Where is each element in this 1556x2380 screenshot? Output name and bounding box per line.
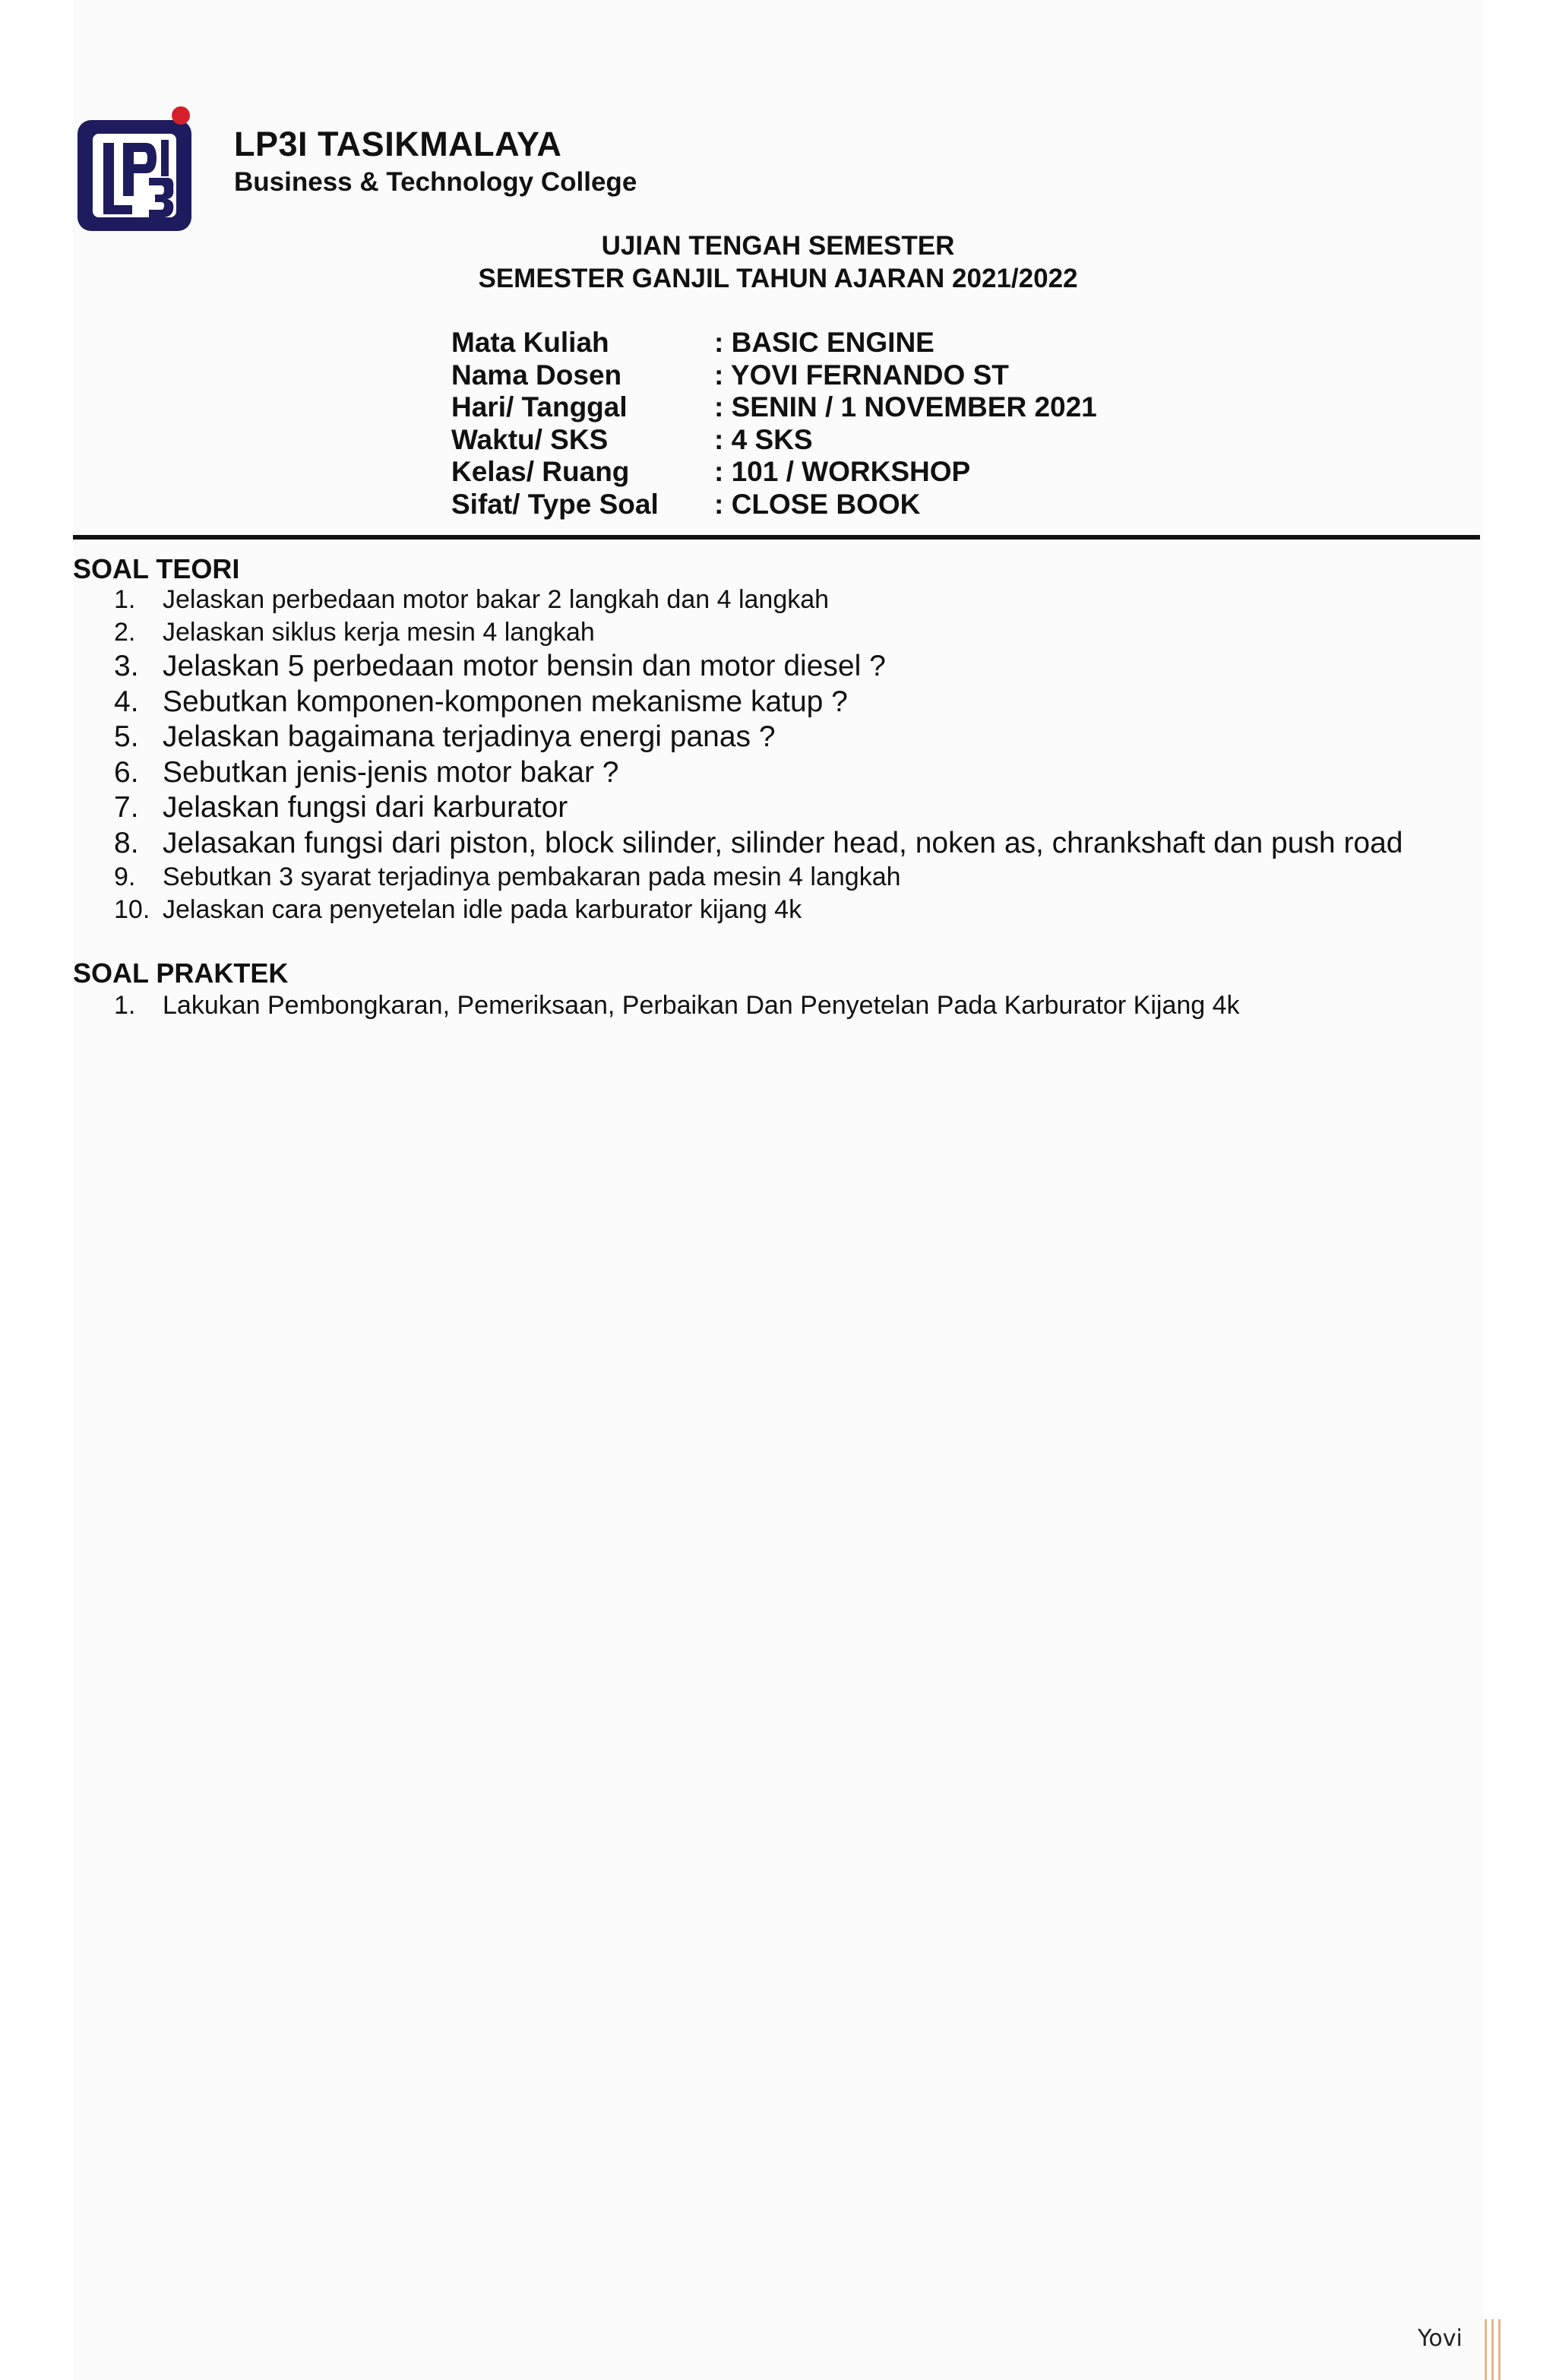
list-item [0, 755, 1556, 791]
semester-title: SEMESTER GANJIL TAHUN AJARAN 2021/2022 [478, 264, 1078, 293]
exam-info-value: : YOVI FERNANDO ST [714, 359, 1009, 391]
question-text: Sebutkan jenis-jenis motor bakar ? [163, 755, 619, 789]
exam-info-label: Waktu/ SKS [451, 423, 609, 455]
question-text: Sebutkan komponen-komponen mekanisme katup ? [163, 685, 848, 718]
exam-info-value: : 101 / WORKSHOP [714, 456, 971, 487]
theory-question-list [0, 584, 1556, 926]
institution-name: LP3I TASIKMALAYA [234, 125, 562, 163]
list-item [0, 685, 1556, 720]
question-text: Jelaskan siklus kerja mesin 4 langkah [163, 618, 595, 647]
exam-info-row [451, 456, 1097, 489]
institution-tagline: Business & Technology College [234, 167, 637, 197]
header-divider [73, 535, 1480, 540]
exam-info-label: Sifat/ Type Soal [451, 488, 659, 520]
exam-info-row [451, 424, 1097, 457]
exam-info-value: : BASIC ENGINE [714, 327, 935, 358]
exam-info-row [451, 391, 1097, 424]
question-number: 5. [114, 720, 139, 753]
practice-question-list [0, 989, 1556, 1022]
question-number: 2. [114, 618, 136, 647]
list-item [0, 790, 1556, 826]
list-item [0, 584, 1556, 616]
list-item [0, 826, 1556, 862]
lp3i-logo [76, 105, 198, 234]
exam-info [451, 327, 1097, 521]
footer-author: Yovi [1418, 2325, 1463, 2352]
question-text: Lakukan Pembongkaran, Pemeriksaan, Perbaikan Dan Penyetelan Pada Karburator Kijang 4k [163, 991, 1240, 1020]
theory-heading: SOAL TEORI [73, 553, 240, 584]
exam-info-label: Nama Dosen [451, 359, 622, 391]
question-text: Jelaskan cara penyetelan idle pada karburator kijang 4k [163, 895, 802, 924]
list-item [0, 894, 1556, 926]
list-item [0, 989, 1556, 1022]
exam-info-label: Mata Kuliah [451, 327, 609, 358]
question-text: Jelaskan 5 perbedaan motor bensin dan motor diesel ? [163, 650, 886, 682]
exam-info-row [451, 327, 1097, 359]
question-number: 6. [114, 755, 139, 789]
exam-info-row [451, 489, 1097, 521]
exam-info-label: Hari/ Tanggal [451, 391, 628, 423]
question-number: 7. [114, 791, 139, 824]
list-item [0, 861, 1556, 894]
question-number: 3. [114, 650, 139, 682]
list-item [0, 649, 1556, 685]
question-number: 9. [114, 862, 136, 891]
question-text: Sebutkan 3 syarat terjadinya pembakaran pada mesin 4 langkah [163, 862, 901, 891]
exam-info-value: : 4 SKS [714, 423, 813, 455]
question-text: Jelaskan bagaimana terjadinya energi panas ? [163, 720, 776, 753]
question-number: 1. [114, 991, 136, 1020]
exam-info-label: Kelas/ Ruang [451, 456, 630, 487]
question-number: 1. [114, 585, 136, 614]
question-text: Jelaskan fungsi dari karburator [163, 791, 568, 824]
question-number: 4. [114, 685, 139, 718]
exam-info-value: : SENIN / 1 NOVEMBER 2021 [714, 391, 1097, 423]
question-number: 8. [114, 826, 139, 859]
exam-info-row [451, 359, 1097, 392]
question-text: Jelaskan perbedaan motor bakar 2 langkah dan 4 langkah [163, 585, 830, 614]
list-item [0, 720, 1556, 755]
question-text: Jelasakan fungsi dari piston, block silinder, silinder head, noken as, chrankshaft dan push road [163, 826, 1403, 859]
exam-title: UJIAN TENGAH SEMESTER [601, 231, 955, 261]
practice-heading: SOAL PRAKTEK [73, 957, 289, 989]
question-number: 10. [114, 895, 150, 924]
exam-info-value: : CLOSE BOOK [714, 488, 921, 520]
list-item [0, 616, 1556, 649]
footer-bars-icon [1483, 2319, 1503, 2380]
